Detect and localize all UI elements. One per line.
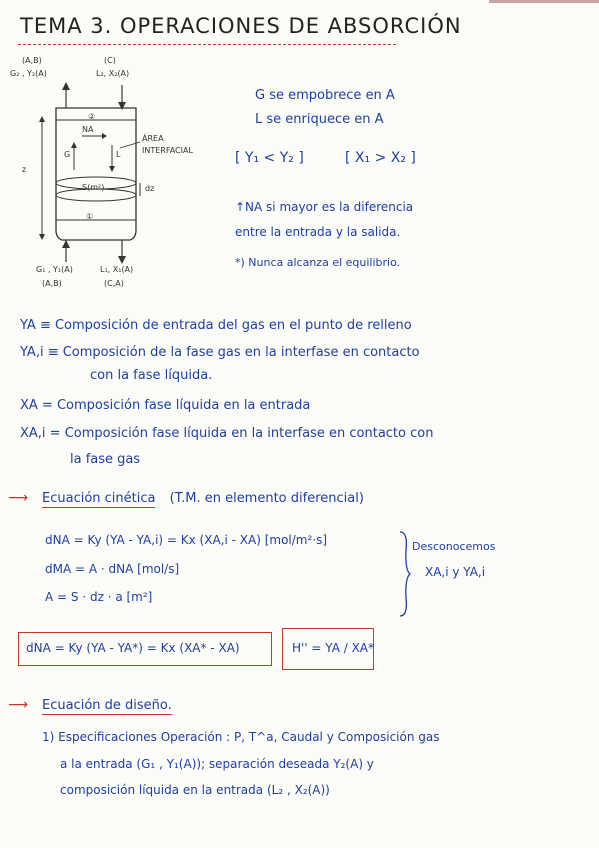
top-left-stream: G₂ , Y₂(A) [10, 69, 47, 78]
definition-xai-line2: la fase gas [70, 452, 141, 467]
definition-ya: YA ≡ Composición de entrada del gas en el punto de relleno [20, 318, 412, 333]
design-arrow-icon: ⟶ [8, 697, 29, 713]
inequality-2: [ X₁ > X₂ ] [345, 150, 416, 166]
boxed-equation: dNA = Ky (YA - YA*) = Kx (XA* - XA) [26, 641, 240, 655]
section-label: S(m²) [82, 183, 105, 192]
inequality-1: [ Y₁ < Y₂ ] [235, 150, 304, 166]
driving-force-1: ↑NA si mayor es la diferencia [235, 200, 414, 214]
top-right-stream: L₂, X₂(A) [96, 69, 130, 78]
unknown-vars: XA,i y YA,i [425, 565, 486, 579]
design-item-line3: composición líquida en la entrada (L₂ , X₂(A)) [60, 783, 330, 797]
definition-yai-line1: YA,i ≡ Composición de la fase gas en la interfase en contacto [20, 345, 420, 360]
z-label: z [22, 165, 27, 174]
design-item-line1: 1) Especificaciones Operación : P, T^a, Caudal y Composición gas [42, 730, 440, 744]
definition-xa: XA = Composición fase líquida en la entrada [20, 398, 311, 413]
kinetic-arrow-icon: ⟶ [8, 490, 29, 506]
bottom-right-species: (C,A) [104, 279, 124, 288]
kinetic-heading-note: (T.M. en elemento diferencial) [169, 491, 364, 506]
page-top-edge [489, 0, 599, 3]
design-item-line2: a la entrada (G₁ , Y₁(A)); separación deseada Y₂(A) y [60, 757, 374, 771]
design-heading [42, 698, 172, 713]
title-underline [18, 44, 396, 45]
column-sketch [0, 50, 240, 300]
area-label-2: INTERFACIAL [142, 146, 193, 155]
dz-label: dz [145, 184, 155, 193]
design-heading-text: Ecuación de diseño. [42, 698, 172, 713]
area-label-1: ÁREA [142, 134, 164, 143]
g-label: G [64, 150, 71, 159]
brace-icon [398, 530, 412, 618]
bottom-left-species: (A,B) [42, 279, 62, 288]
top-right-species: (C) [104, 56, 116, 65]
page-title: TEMA 3. OPERACIONES DE ABSORCIÓN [20, 14, 462, 38]
kinetic-heading-text: Ecuación cinética [42, 491, 156, 506]
note-line-2: L se enriquece en A [255, 112, 384, 127]
equilibrium-note: *) Nunca alcanza el equilibrio. [235, 256, 401, 269]
bottom-right-stream: L₁, X₁(A) [100, 265, 134, 274]
top-left-species: (A,B) [22, 56, 42, 65]
column-diagram [0, 50, 240, 300]
kinetic-eq-1: dNA = Ky (YA - YA,i) = Kx (XA,i - XA) [mol/m²·s] [45, 533, 328, 547]
kinetic-eq-2: dMA = A · dNA [mol/s] [45, 562, 180, 576]
definition-yai-line2: con la fase líquida. [90, 368, 213, 383]
top-circle-label: ② [88, 112, 96, 121]
bottom-circle-label: ① [86, 212, 94, 221]
driving-force-2: entre la entrada y la salida. [235, 225, 401, 239]
note-line-1: G se empobrece en A [255, 88, 395, 103]
na-label: NA [82, 125, 94, 134]
l-label: L [116, 150, 121, 159]
definition-xai-line1: XA,i = Composición fase líquida en la interfase en contacto con [20, 426, 434, 441]
kinetic-eq-3: A = S · dz · a [m²] [45, 590, 153, 604]
unknown-label: Desconocemos [412, 540, 496, 553]
henry-equation: H'' = YA / XA* [292, 641, 375, 655]
kinetic-heading [42, 491, 364, 506]
bottom-left-stream: G₁ , Y₁(A) [36, 265, 73, 274]
